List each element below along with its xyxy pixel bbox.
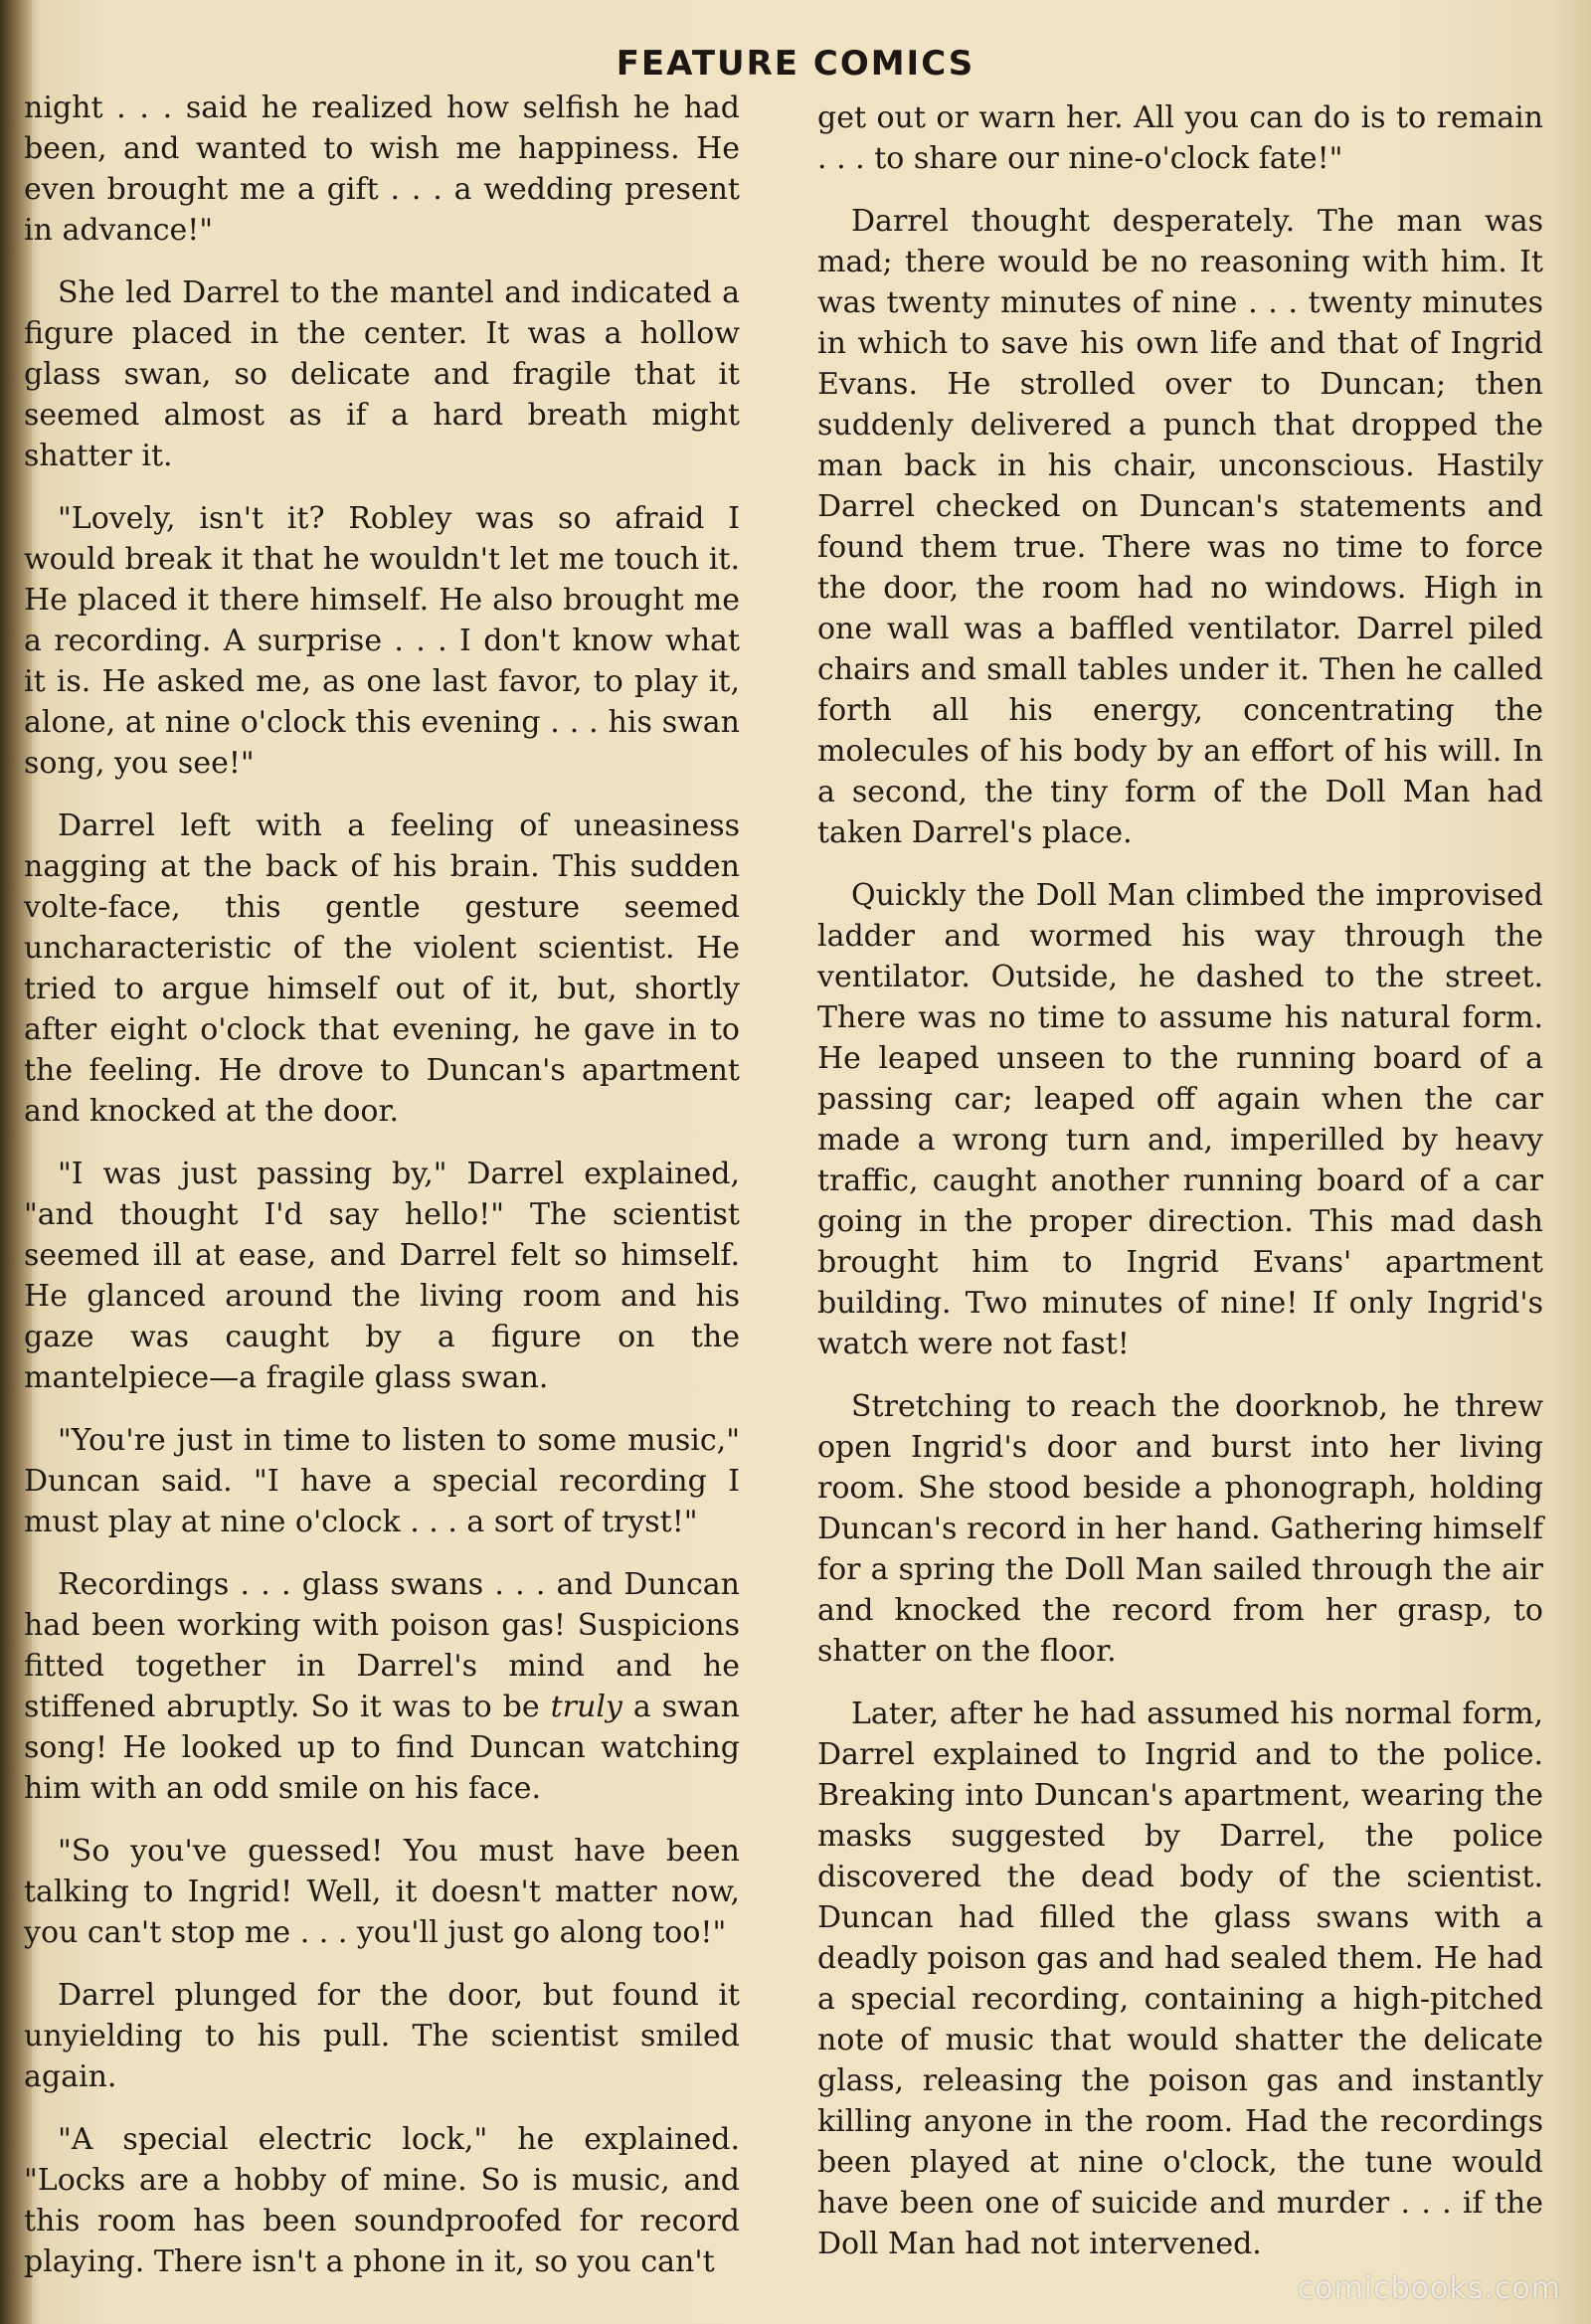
page-header: FEATURE COMICS (616, 44, 975, 84)
paragraph: Quickly the Doll Man climbed the improvised ladder and wormed his way through the ventilator. Outside, he dashed to the street. There was no time to assume his natural form. He leaped unseen to the running board of a passing car; leaped off again when the car made a wrong turn and, imperilled by heavy traffic, caught another running board of a car going in the proper direction. This mad dash brought him to Ingrid Evans' apartment building. Two minutes of nine! If only Ingrid's watch were not fast! (817, 878, 1543, 1361)
paragraph: Darrel thought desperately. The man was mad; there would be no reasoning with him. It was twenty minutes of nine . . . twenty minutes in which to save his own life and that of Ingrid Evans. He strolled over to Duncan; then suddenly delivered a punch that dropped the man back in his chair, unconscious. Hastily Darrel checked on Duncan's statements and found them true. There was no time to force the door, the room had no windows. High in one wall was a baffled ventilator. Darrel piled chairs and small tables under it. Then he called forth all his energy, concentrating the molecules of his body by an effort of his will. In a second, the tiny form of the Doll Man had taken Darrel's place. (817, 204, 1543, 850)
paragraph (24, 1564, 740, 1809)
text-run: a swan song! He looked up to find Duncan watching him with an odd smile on his face. (24, 1690, 740, 1806)
paragraph: "A special electric lock," he explained. "Locks are a hobby of mine. So is music, and this room has been soundproofed for record playing. There isn't a phone in it, so you can't (24, 2122, 740, 2279)
paragraph: get out or warn her. All you can do is to remain . . . to share our nine-o'clock fate!" (817, 100, 1543, 176)
left-text-column (24, 88, 740, 2304)
site-watermark: comicbooks.com (1297, 2271, 1561, 2306)
right-text-column (817, 97, 1543, 2286)
paragraph: "So you've guessed! You must have been talking to Ingrid! Well, it doesn't matter now, you can't stop me . . . you'll just go along too!" (24, 1834, 740, 1950)
text-run: Recordings . . . glass swans . . . and Duncan had been working with poison gas! Suspicions fitted together in Darrel's mind and he stiffened abruptly. So it was to be (24, 1567, 740, 1724)
paragraph: Darrel plunged for the door, but found it unyielding to his pull. The scientist smiled again. (24, 1978, 740, 2094)
paragraph: night . . . said he realized how selfish he had been, and wanted to wish me happiness. He even brought me a gift . . . a wedding present in advance!" (24, 90, 740, 248)
italic-emphasis: truly (550, 1690, 622, 1724)
paragraph: She led Darrel to the mantel and indicated a figure placed in the center. It was a hollow glass swan, so delicate and fragile that it seemed almost as if a hard breath might shatter it. (24, 275, 740, 473)
paragraph: Later, after he had assumed his normal form, Darrel explained to Ingrid and to the police. Breaking into Duncan's apartment, wearing the masks suggested by Darrel, the police discovered the dead body of the scientist. Duncan had filled the glass swans with a deadly poison gas and had sealed them. He had a special recording, containing a high-pitched note of music that would shatter the delicate glass, releasing the poison gas and instantly killing anyone in the room. Had the recordings been played at nine o'clock, the tune would have been one of suicide and murder . . . if the Doll Man had not intervened. (817, 1697, 1543, 2261)
paragraph: "I was just passing by," Darrel explained, "and thought I'd say hello!" The scientist seemed ill at ease, and Darrel felt so himself. He glanced around the living room and his gaze was caught by a figure on the mantelpiece—a fragile glass swan. (24, 1157, 740, 1395)
paragraph: "You're just in time to listen to some music," Duncan said. "I have a special recording I must play at nine o'clock . . . a sort of tryst!" (24, 1423, 740, 1539)
paragraph: "Lovely, isn't it? Robley was so afraid I would break it that he wouldn't let me touch it. He placed it there himself. He also brought me a recording. A surprise . . . I don't know what it is. He asked me, as one last favor, to play it, alone, at nine o'clock this evening . . . his swan song, you see!" (24, 501, 740, 781)
paragraph: Darrel left with a feeling of uneasiness nagging at the back of his brain. This sudden volte-face, this gentle gesture seemed uncharacteristic of the violent scientist. He tried to argue himself out of it, but, shortly after eight o'clock that evening, he gave in to the feeling. He drove to Duncan's apartment and knocked at the door. (24, 808, 740, 1129)
paragraph: Stretching to reach the doorknob, he threw open Ingrid's door and burst into her living room. She stood beside a phonograph, holding Duncan's record in her hand. Gathering himself for a spring the Doll Man sailed through the air and knocked the record from her grasp, to shatter on the floor. (817, 1389, 1543, 1669)
